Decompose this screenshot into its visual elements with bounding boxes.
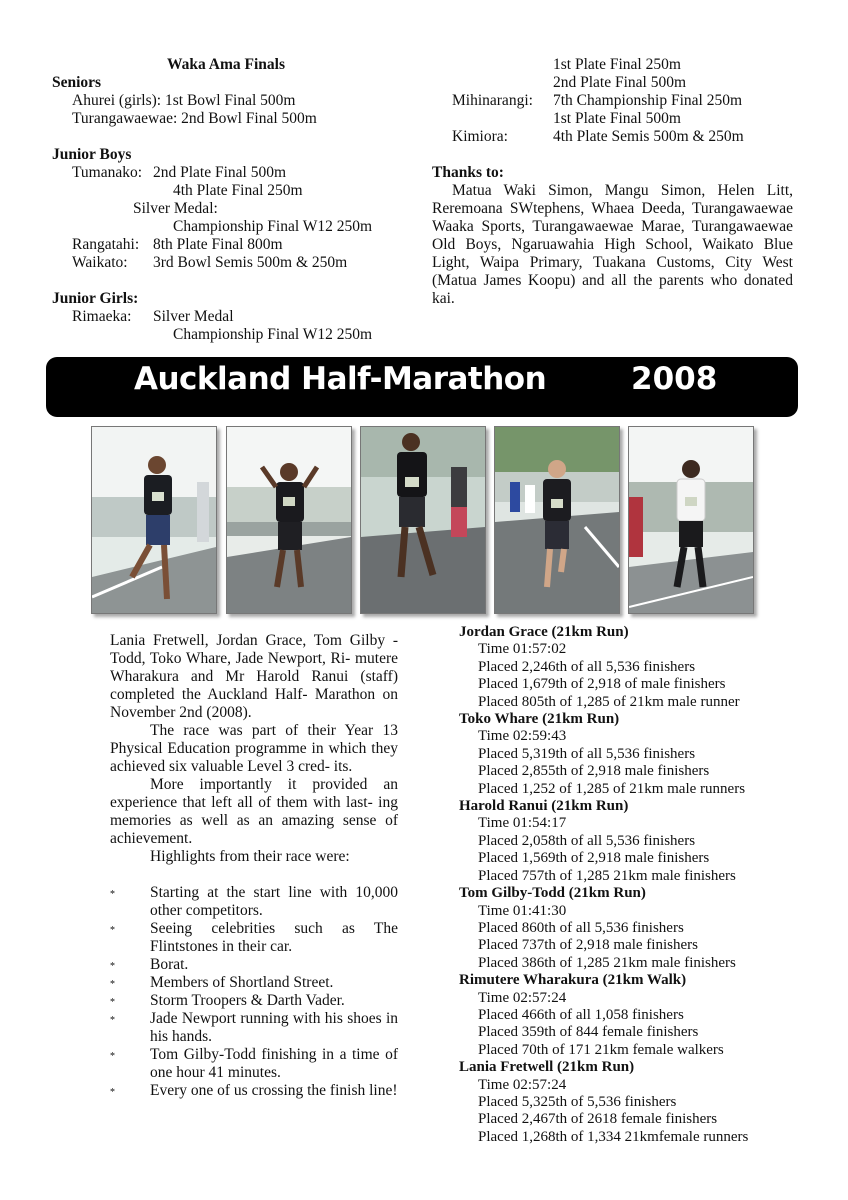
highlight-text: Jade Newport running with his shoes in his hands. bbox=[150, 1010, 398, 1045]
result-row bbox=[52, 254, 412, 272]
runner-photo-4 bbox=[494, 426, 620, 614]
highlight-item bbox=[110, 1046, 398, 1082]
result-line: Placed 860th of all 5,536 finishers bbox=[478, 919, 684, 936]
team-result: 1st Plate Final 500m bbox=[553, 110, 681, 127]
highlights-list bbox=[110, 884, 398, 1100]
team-name: Kimiora: bbox=[452, 128, 508, 145]
highlight-text: Every one of us crossing the finish line! bbox=[150, 1082, 398, 1099]
seniors-result: Ahurei (girls): 1st Bowl Final 500m bbox=[72, 92, 296, 109]
bullet-star-icon: * bbox=[110, 889, 115, 900]
result-line: Time 01:41:30 bbox=[478, 902, 567, 919]
highlight-item bbox=[110, 884, 398, 920]
team-name: Rimaeka: bbox=[72, 308, 132, 325]
team-result: 7th Championship Final 250m bbox=[553, 92, 743, 109]
banner-title: Auckland Half-Marathon bbox=[134, 361, 547, 397]
result-line: Placed 359th of 844 female finishers bbox=[478, 1024, 699, 1041]
highlight-text: Members of Shortland Street. bbox=[150, 974, 334, 991]
bullet-star-icon: * bbox=[110, 1087, 115, 1098]
waka-ama-left-column bbox=[52, 56, 412, 344]
result-row bbox=[432, 128, 802, 146]
result-heading: Rimutere Wharakura (21km Walk) bbox=[459, 972, 687, 989]
result-line: Placed 2,058th of all 5,536 finishers bbox=[478, 832, 696, 849]
team-result: 3rd Bowl Semis 500m & 250m bbox=[153, 254, 348, 271]
result-line: Placed 5,319th of all 5,536 finishers bbox=[478, 745, 696, 762]
team-name: Tumanako: bbox=[72, 164, 143, 181]
seniors-heading: Seniors bbox=[52, 74, 102, 91]
article-paragraph: More importantly it provided an experience that left all of them with last- ing memories as well as an amazing sense of achievement. bbox=[110, 776, 398, 847]
result-line: Placed 466th of all 1,058 finishers bbox=[478, 1006, 684, 1023]
result-row bbox=[52, 236, 412, 254]
bullet-star-icon: * bbox=[110, 1015, 115, 1026]
runner-photo-5 bbox=[628, 426, 754, 614]
junior-boys-heading: Junior Boys bbox=[52, 146, 132, 163]
team-result: 4th Plate Semis 500m & 250m bbox=[553, 128, 744, 145]
junior-girls-heading: Junior Girls: bbox=[52, 290, 139, 307]
highlight-item bbox=[110, 920, 398, 956]
article-paragraph: Lania Fretwell, Jordan Grace, Tom Gilby -Todd, Toko Whare, Jade Newport, Ri- mutere Wharakura and Mr Harold Ranui (staff) completed the Auckland Half- Marathon on November 2nd (2008). bbox=[110, 632, 398, 721]
bullet-star-icon: * bbox=[110, 925, 115, 936]
thanks-text: Matua Waki Simon, Mangu Simon, Helen Litt, Reremoana SWtephens, Whaea Deeda, Turangawaewae Waaka Sports, Turangawaewae Marae, Turangawaewae Old Boys, Ngaruawahia High School, Waikato Blue Light, Waipa Primary, Tuakana Customs, City West (Matua James Koopu) and all the parents who donated kai. bbox=[432, 182, 793, 307]
highlight-item bbox=[110, 1082, 398, 1100]
team-result: 4th Plate Final 250m bbox=[173, 182, 303, 199]
result-heading: Jordan Grace (21km Run) bbox=[459, 624, 629, 640]
article-paragraph: Highlights from their race were: bbox=[150, 848, 350, 865]
seniors-result: Turangawaewae: 2nd Bowl Final 500m bbox=[72, 110, 317, 127]
waka-ama-title: Waka Ama Finals bbox=[167, 56, 285, 73]
team-result: 2nd Plate Final 500m bbox=[553, 74, 687, 91]
result-row bbox=[52, 164, 412, 182]
highlight-item bbox=[110, 992, 398, 1010]
runner-photo-2 bbox=[226, 426, 352, 614]
result-line: Time 01:57:02 bbox=[478, 641, 567, 658]
highlight-item bbox=[110, 974, 398, 992]
result-line: Placed 1,252 of 1,285 of 21km male runners bbox=[478, 780, 746, 797]
bullet-star-icon: * bbox=[110, 1051, 115, 1062]
team-result: Silver Medal bbox=[153, 308, 234, 325]
result-line: Placed 1,569th of 2,918 male finishers bbox=[478, 850, 710, 867]
result-line: Placed 5,325th of 5,536 finishers bbox=[478, 1093, 677, 1110]
result-line: Placed 2,467th of 2618 female finishers bbox=[478, 1111, 718, 1128]
results-list bbox=[459, 624, 799, 1146]
runner-photo-1 bbox=[91, 426, 217, 614]
marathon-banner bbox=[46, 357, 798, 417]
team-result: 1st Plate Final 250m bbox=[553, 56, 681, 73]
result-line: Placed 805th of 1,285 of 21km male runner bbox=[478, 693, 740, 710]
team-result: 8th Plate Final 800m bbox=[153, 236, 283, 253]
highlight-text: Starting at the start line with 10,000 other competitors. bbox=[150, 884, 398, 919]
result-line: Placed 2,855th of 2,918 male finishers bbox=[478, 763, 710, 780]
banner-year: 2008 bbox=[631, 361, 718, 397]
team-result: 2nd Plate Final 500m bbox=[153, 164, 287, 181]
result-line: Placed 737th of 2,918 male finishers bbox=[478, 937, 698, 954]
team-name: Rangatahi: bbox=[72, 236, 140, 253]
marathon-article bbox=[110, 632, 398, 1100]
highlight-text: Seeing celebrities such as The Flintstones in their car. bbox=[150, 920, 398, 955]
highlight-text: Storm Troopers & Darth Vader. bbox=[150, 992, 345, 1009]
result-line: Time 02:59:43 bbox=[478, 728, 567, 745]
silver-medal-label: Silver Medal: bbox=[133, 200, 218, 217]
result-row bbox=[432, 92, 802, 110]
result-heading: Tom Gilby-Todd (21km Run) bbox=[459, 885, 646, 902]
highlight-text: Borat. bbox=[150, 956, 189, 973]
bullet-star-icon: * bbox=[110, 997, 115, 1008]
result-heading: Lania Fretwell (21km Run) bbox=[459, 1059, 635, 1076]
result-line: Placed 70th of 171 21km female walkers bbox=[478, 1041, 724, 1058]
waka-ama-right-column bbox=[432, 56, 802, 308]
article-paragraph: The race was part of their Year 13 Physical Education programme in which they achieved six valuable Level 3 cred- its. bbox=[110, 722, 398, 775]
highlight-item bbox=[110, 1010, 398, 1046]
thanks-heading: Thanks to: bbox=[432, 164, 504, 181]
result-row bbox=[52, 308, 412, 326]
result-line: Time 02:57:24 bbox=[478, 989, 567, 1006]
result-heading: Harold Ranui (21km Run) bbox=[459, 798, 629, 815]
team-name: Waikato: bbox=[72, 254, 128, 271]
team-name: Mihinarangi: bbox=[452, 92, 533, 109]
result-line: Time 02:57:24 bbox=[478, 1076, 567, 1093]
result-line: Placed 1,268th of 1,334 21kmfemale runners bbox=[478, 1128, 749, 1145]
result-line: Placed 2,246th of all 5,536 finishers bbox=[478, 658, 696, 675]
result-line: Placed 1,679th of 2,918 of male finishers bbox=[478, 676, 726, 693]
result-line: Time 01:54:17 bbox=[478, 815, 567, 832]
runner-photo-3 bbox=[360, 426, 486, 614]
bullet-star-icon: * bbox=[110, 961, 115, 972]
result-line: Placed 757th of 1,285 21km male finishers bbox=[478, 867, 736, 884]
team-result: Championship Final W12 250m bbox=[173, 218, 373, 235]
highlight-item bbox=[110, 956, 398, 974]
bullet-star-icon: * bbox=[110, 979, 115, 990]
result-heading: Toko Whare (21km Run) bbox=[459, 711, 620, 728]
team-result: Championship Final W12 250m bbox=[173, 326, 373, 343]
result-line: Placed 386th of 1,285 21km male finishers bbox=[478, 954, 736, 971]
highlight-text: Tom Gilby-Todd finishing in a time of one hour 41 minutes. bbox=[150, 1046, 398, 1081]
